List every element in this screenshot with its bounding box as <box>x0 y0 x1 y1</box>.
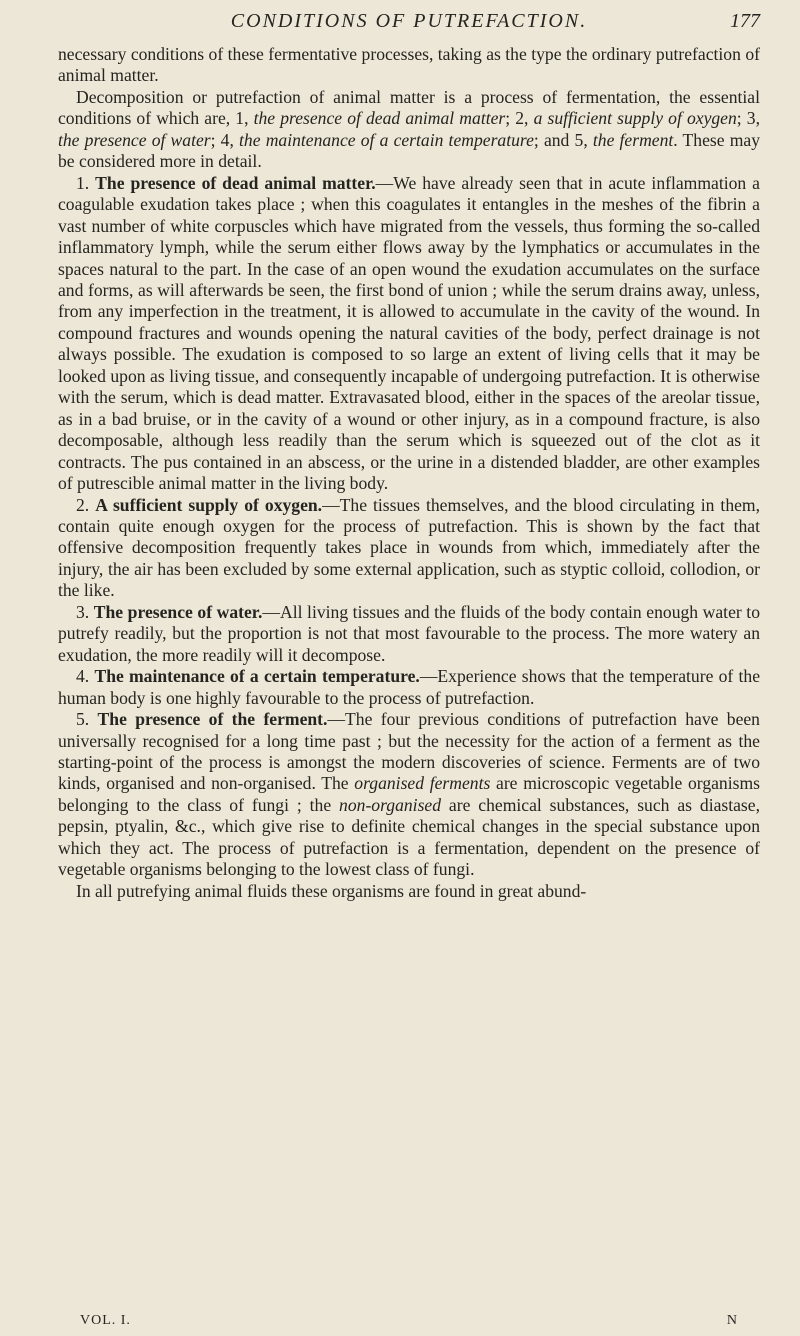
italic-term: non-organised <box>339 794 442 815</box>
section-heading: A sufficient supply of oxygen. <box>95 494 323 515</box>
section-5 <box>58 709 760 881</box>
section-heading: The maintenance of a certain temperature. <box>94 666 420 687</box>
condition-4: the maintenance of a certain temperature <box>239 129 534 150</box>
condition-2: a sufficient supply of oxygen <box>533 108 737 129</box>
text-run: Decomposition or putrefaction of animal matter is a process of fermentation, the essential conditions of which are, 1, <box>58 86 760 129</box>
text-run: ; 2, <box>505 108 534 129</box>
section-heading: The presence of dead animal matter. <box>95 172 376 193</box>
section-3 <box>58 602 760 666</box>
section-1 <box>58 173 760 495</box>
text-run: ; 3, <box>736 108 760 129</box>
section-heading: The presence of the ferment. <box>97 709 328 730</box>
condition-3: the presence of water <box>58 129 211 150</box>
running-title: CONDITIONS OF PUTREFACTION. <box>230 10 588 32</box>
condition-1: the presence of dead animal matter <box>253 108 506 129</box>
paragraph-conditions-list <box>58 87 760 173</box>
section-number: 2. <box>76 494 90 515</box>
text-run: are chemical substances, such as diastase, pepsin, ptyalin, &c., which give rise to definite chemical changes in the special substance upon which they act. The process of putrefaction is a fermentation, dependent on the presence of vegetable organisms belonging to the lowest class of fungi. <box>58 794 760 880</box>
page-number: 177 <box>730 10 760 32</box>
paragraph-intro-continuation: necessary conditions of these fermentative processes, taking as the type the ordinary putrefaction of animal matter. <box>58 44 760 86</box>
text-run: ; and 5, <box>533 129 593 150</box>
running-head <box>58 10 760 44</box>
section-text: —Experience shows that the temperature of the human body is one highly favourable to the process of putrefaction. <box>58 666 760 708</box>
section-text: —We have already seen that in acute inflammation a coagulable exudation takes place ; when this coagulates it entangles in the meshes of the fibrin a vast number of white corpuscles which have migrated from the vessels, thus forming the so-called inflammatory lymph, while the serum either flows away by the lymphatics or accumulates in the spaces natural to the part. In the case of an open wound the exudation accumulates on the surface and forms, as will afterwards be seen, the first bond of union ; while the serum drains away, unless, from any imperfection in the treatment, it is allowed to accumulate in the cavity of the wound. In compound fractures and wounds opening the natural cavities of the body, perfect drainage is not always possible. The exudation is composed to so large an extent of living cells that it may be looked upon as living tissue, and consequently incapable of undergoing putrefaction. It is otherwise with the serum, which is dead matter. Extravasated blood, either in the spaces of the areolar tissue, as in a bad bruise, or in the cavity of a wound or other injury, as in a compound fracture, is also decomposable, although less readily than the serum which is squeezed out of the clot as it contracts. The pus contained in an abscess, or the urine in a distended bladder, are other examples of putrescible animal matter in the living body. <box>58 172 760 494</box>
text-run: . These may be considered more in detail. <box>58 129 761 172</box>
section-heading: The presence of water. <box>93 601 263 622</box>
condition-5: the ferment <box>592 129 674 150</box>
section-number: 5. <box>76 709 90 730</box>
section-number: 3. <box>76 601 90 622</box>
section-4 <box>58 666 760 709</box>
italic-term: organised ferments <box>354 773 491 794</box>
volume-mark: VOL. I. <box>80 1313 131 1328</box>
section-text: —The tissues themselves, and the blood circulating in them, contain quite enough oxygen for the process of putrefaction. This is shown by the fact that offensive decomposition frequently takes place in wounds from which, immediately after the injury, the air has been excluded by some external application, such as styptic colloid, collodion, or the like. <box>58 494 761 601</box>
paragraph-last: In all putrefying animal fluids these organisms are found in great abund- <box>76 880 587 901</box>
section-number: 4. <box>76 666 90 687</box>
section-text: —All living tissues and the fluids of the body contain enough water to putrefy readily, but the proportion is not that most favourable to the process. The more watery an exudation, the more readily will it decompose. <box>58 601 760 665</box>
text-run: are microscopic vegetable organisms belonging to the class of fungi ; the <box>58 773 760 815</box>
body-text <box>58 44 760 902</box>
signature-mark: N <box>726 1313 738 1328</box>
text-run: ; 4, <box>210 129 240 150</box>
section-number: 1. <box>76 172 90 193</box>
section-2 <box>58 495 760 602</box>
text-run: —The four previous conditions of putrefaction have been universally recognised for a long time past ; but the necessity for the action of a ferment as the starting-point of the process is amongst the modern discoveries of science. Ferments are of two kinds, organised and non-organised. The <box>58 709 760 794</box>
